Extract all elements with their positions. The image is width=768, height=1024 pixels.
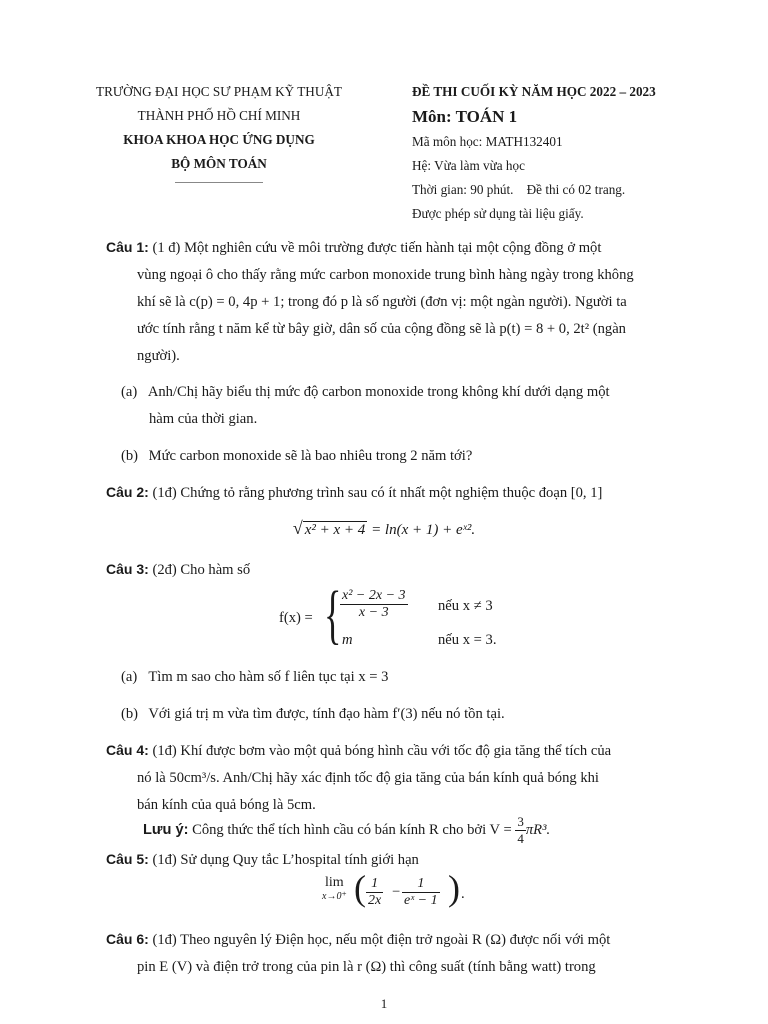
limit-operator <box>322 876 347 904</box>
question-1-line3: khí sẽ là c(p) = 0, 4p + 1; trong đó p là số người (đơn vị: một ngàn người). Người ta <box>137 294 627 310</box>
sqrt-radicand: x² + x + 4 <box>304 522 366 538</box>
question-1-part-b <box>121 443 662 470</box>
part-b-label: (b) <box>121 448 139 464</box>
question-1-line2: vùng ngoại ô cho thấy rằng mức carbon monoxide trung bình hàng ngày trong không <box>137 267 634 283</box>
question-2-label: Câu 2: <box>106 484 149 500</box>
department-name: BỘ MÔN TOÁN <box>171 156 267 171</box>
study-system: Hệ: Vừa làm vừa học <box>412 158 525 173</box>
question-6-line2: pin E (V) và điện trở trong của pin là r (Ω) thì công suất (tính bằng watt) trong <box>137 959 596 975</box>
question-1 <box>106 234 662 370</box>
piecewise-case-1 <box>340 588 408 621</box>
piecewise-brace: { <box>324 578 342 651</box>
question-6 <box>106 926 662 981</box>
exam-info-header <box>412 80 656 226</box>
case-2-value: m <box>342 632 353 648</box>
limit-fraction-2 <box>402 876 440 909</box>
case-1-condition: nếu x ≠ 3 <box>438 598 493 614</box>
question-4 <box>106 737 662 819</box>
piecewise-fx: f(x) = <box>279 610 313 626</box>
question-2-text: (1đ) Chứng tỏ rằng phương trình sau có ít nhất một nghiệm thuộc đoạn [0, 1] <box>152 485 603 501</box>
question-4-line1: (1đ) Khí được bơm vào một quả bóng hình cầu với tốc độ gia tăng thể tích của <box>152 743 612 759</box>
question-3-part-a <box>121 664 662 691</box>
paren-left: ( <box>354 868 366 908</box>
fraction-2-denominator: eˣ − 1 <box>404 893 438 908</box>
note-fraction-numerator: 3 <box>517 814 524 829</box>
question-1-part-a <box>121 379 662 433</box>
university-name-line2: THÀNH PHỐ HỒ CHÍ MINH <box>137 108 301 123</box>
equation-right-side: = ln(x + 1) + eˣ². <box>367 522 476 538</box>
fraction-1-denominator: 2x <box>368 893 382 908</box>
part-b-text: Với giá trị m vừa tìm được, tính đạo hàm f′(3) nếu nó tồn tại. <box>148 706 505 722</box>
part-a-line1: Anh/Chị hãy biểu thị mức độ carbon monoxide trong không khí dưới dạng một <box>147 384 610 400</box>
question-1-line1: (1 đ) Một nghiên cứu về môi trường được tiến hành tại một cộng đồng ở một <box>152 240 602 256</box>
limit-period: . <box>461 886 465 902</box>
question-6-label: Câu 6: <box>106 931 149 947</box>
question-4-line3: bán kính của quả bóng là 5cm. <box>137 797 316 813</box>
lim-subscript: x→0⁺ <box>322 891 347 902</box>
case-1-numerator: x² − 2x − 3 <box>342 588 406 603</box>
question-1-label: Câu 1: <box>106 239 149 255</box>
faculty-name: KHOA KHOA HỌC ỨNG DỤNG <box>123 132 315 147</box>
question-3 <box>106 556 662 584</box>
university-name-line1: TRƯỜNG ĐẠI HỌC SƯ PHẠM KỸ THUẬT <box>96 84 342 99</box>
question-3-label: Câu 3: <box>106 561 149 577</box>
subject-title: Môn: TOÁN 1 <box>412 107 518 126</box>
part-b-text: Mức carbon monoxide sẽ là bao nhiêu trong 2 năm tới? <box>148 448 473 464</box>
note-fraction-denominator: 4 <box>517 831 524 846</box>
limit-fraction-1 <box>366 876 383 909</box>
minus-sign: − <box>392 884 401 900</box>
question-5 <box>106 846 662 874</box>
question-1-line4: ước tính rằng t năm kể từ bây giờ, dân số của cộng đồng sẽ là p(t) = 8 + 0, 2t² (ngàn <box>137 321 626 337</box>
note-formula-tail: πR³. <box>525 821 551 838</box>
question-5-label: Câu 5: <box>106 851 149 867</box>
question-3-text: (2đ) Cho hàm số <box>152 562 251 578</box>
materials-policy: Được phép sử dụng tài liệu giấy. <box>412 206 584 221</box>
question-4-note <box>143 814 550 847</box>
note-text: Công thức thể tích hình cầu có bán kính R cho bởi V = <box>188 821 516 838</box>
part-a-line2: hàm của thời gian. <box>149 411 258 427</box>
part-a-text: Tìm m sao cho hàm số f liên tục tại x = 3 <box>148 669 389 685</box>
fraction-2-numerator: 1 <box>402 876 440 893</box>
university-header <box>78 80 360 183</box>
exam-title: ĐỀ THI CUỐI KỲ NĂM HỌC 2022 – 2023 <box>412 84 656 99</box>
question-1-line5: người). <box>137 348 180 364</box>
lim-word: lim <box>325 875 344 890</box>
question-4-label: Câu 4: <box>106 742 149 758</box>
question-5-text: (1đ) Sử dụng Quy tắc L’hospital tính giới hạn <box>152 852 419 868</box>
sqrt-symbol: √ <box>292 518 303 538</box>
question-3-part-b <box>121 701 662 728</box>
header-divider <box>175 182 263 183</box>
part-a-label: (a) <box>121 669 138 685</box>
question-2-equation <box>0 518 768 539</box>
question-4-line2: nó là 50cm³/s. Anh/Chị hãy xác định tốc độ gia tăng của bán kính quả bóng khi <box>137 770 599 786</box>
course-code: Mã môn học: MATH132401 <box>412 134 563 149</box>
exam-duration: Thời gian: 90 phút. Đề thi có 02 trang. <box>412 182 626 197</box>
page-number: 1 <box>380 996 388 1011</box>
part-b-label: (b) <box>121 706 139 722</box>
case-2-condition: nếu x = 3. <box>438 632 497 648</box>
question-6-line1: (1đ) Theo nguyên lý Điện học, nếu một điện trở ngoài R (Ω) được nối với một <box>152 932 611 948</box>
note-label: Lưu ý: <box>143 821 189 838</box>
question-2 <box>106 479 662 507</box>
part-a-label: (a) <box>121 384 138 400</box>
paren-right: ) <box>448 868 460 908</box>
fraction-1-numerator: 1 <box>366 876 383 893</box>
case-1-denominator: x − 3 <box>358 605 389 620</box>
